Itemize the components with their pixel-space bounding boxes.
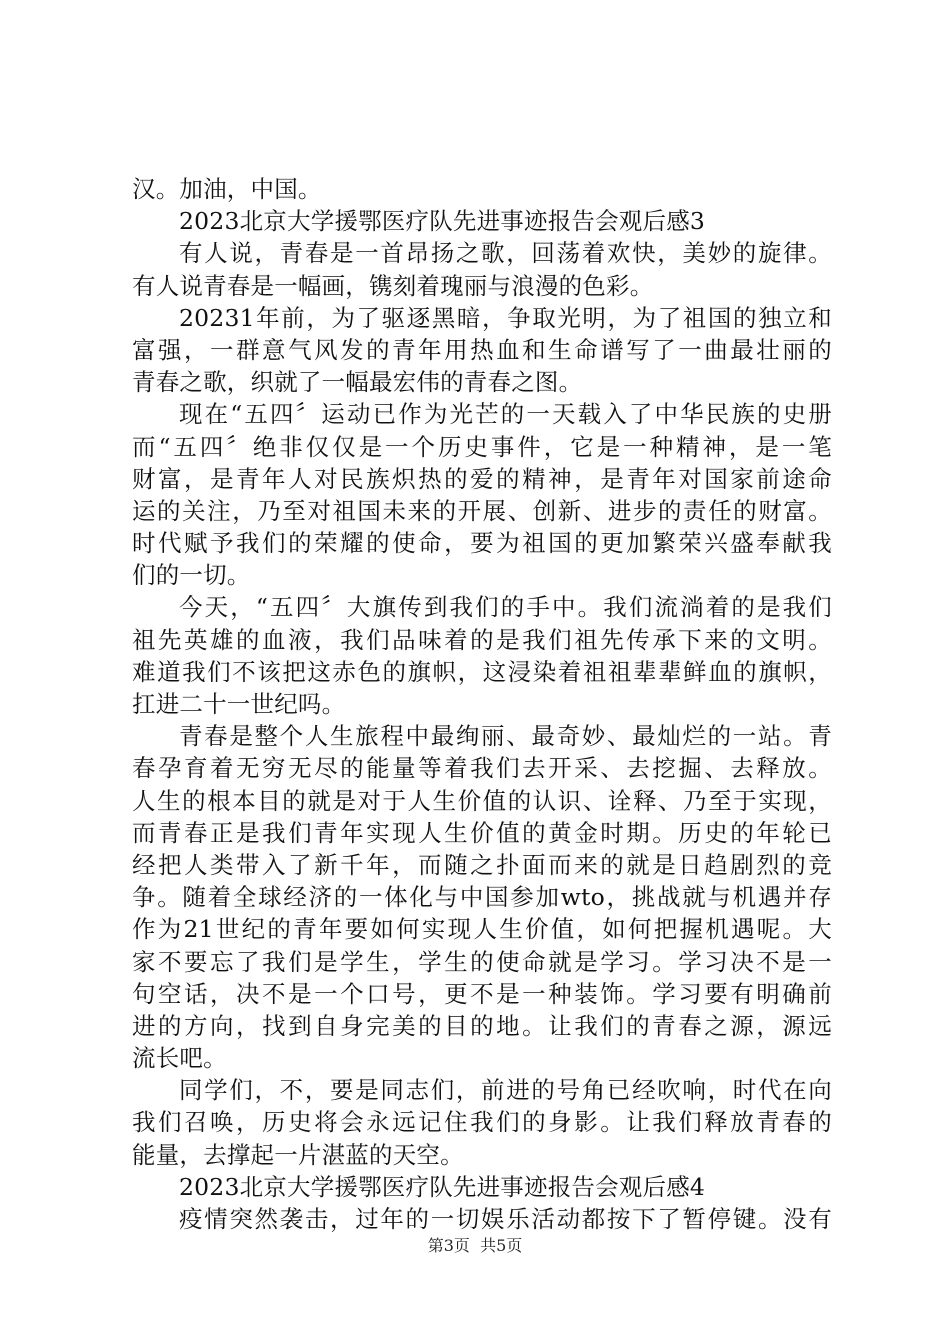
text-line: 人生的根本目的就是对于人生价值的认识、诠释、乃至于实现，: [132, 786, 832, 815]
text-line: 春孕育着无穷无尽的能量等着我们去开采、去挖掘、去释放。: [132, 754, 832, 783]
text-line: 难道我们不该把这赤色的旗帜，这浸染着祖祖辈辈鲜血的旗帜，: [132, 657, 832, 686]
text-line: 现在“五四〞运动已作为光芒的一天载入了中华民族的史册: [179, 400, 832, 429]
text-line: 今天，“五四〞大旗传到我们的手中。我们流淌着的是我们: [179, 593, 832, 622]
text-line: 流长吧。: [132, 1044, 227, 1073]
text-line: 争。随着全球经济的一体化与中国参加wto，挑战就与机遇并存: [132, 883, 832, 912]
text-line: 扛进二十一世纪吗。: [132, 690, 346, 718]
text-line: 句空话，决不是一个口号，更不是一种装饰。学习要有明确前: [132, 979, 832, 1008]
text-line: 经把人类带入了新千年，而随之扑面而来的就是日趋剧烈的竞: [132, 850, 832, 879]
text-line: 时代赋予我们的荣耀的使命，要为祖国的更加繁荣兴盛奉献我: [132, 529, 832, 558]
text-line: 有人说青春是一幅画，镌刻着瑰丽与浪漫的色彩。: [132, 271, 654, 300]
text-line: 青春之歌，织就了一幅最宏伟的青春之图。: [132, 368, 583, 397]
text-line: 青春是整个人生旅程中最绚丽、最奇妙、最灿烂的一站。青: [179, 722, 832, 751]
text-line: 家不要忘了我们是学生，学生的使命就是学习。学习决不是一: [132, 947, 832, 976]
text-line: 作为21世纪的青年要如何实现人生价值，如何把握机遇呢。大: [132, 915, 832, 944]
text-line: 运的关注，乃至对祖国未来的开展、创新、进步的责任的财富。: [132, 496, 832, 525]
text-line: 2023北京大学援鄂医疗队先进事迹报告会观后感3: [179, 207, 706, 236]
page-footer: [0, 1236, 950, 1256]
text-line: 而“五四〞绝非仅仅是一个历史事件，它是一种精神，是一笔: [132, 432, 832, 461]
text-line: 财富，是青年人对民族炽热的爱的精神，是青年对国家前途命: [132, 464, 832, 493]
text-line: 们的一切。: [132, 561, 251, 590]
text-line: 我们召唤，历史将会永远记住我们的身影。让我们释放青春的: [132, 1108, 832, 1137]
text-line: 2023北京大学援鄂医疗队先进事迹报告会观后感4: [179, 1172, 706, 1201]
text-line: 疫情突然袭击，过年的一切娱乐活动都按下了暂停键。没有: [179, 1205, 832, 1233]
text-line: 20231年前，为了驱逐黑暗，争取光明，为了祖国的独立和: [179, 303, 832, 332]
text-line: 有人说，青春是一首昂扬之歌，回荡着欢快，美妙的旋律。: [179, 239, 832, 268]
text-line: 同学们，不，要是同志们，前进的号角已经吹响，时代在向: [179, 1076, 832, 1105]
document-body: [132, 173, 832, 1235]
text-line: 富强，一群意气风发的青年用热血和生命谱写了一曲最壮丽的: [132, 335, 832, 364]
text-line: 汉。加油，中国。: [132, 175, 322, 203]
text-line: 祖先英雄的血液，我们品味着的是我们祖先传承下来的文明。: [132, 625, 832, 654]
text-line: 而青春正是我们青年实现人生价值的黄金时期。历史的年轮已: [132, 818, 832, 847]
page-number-label: 第3页 共5页: [427, 1236, 523, 1255]
text-line: 能量，去撑起一片湛蓝的天空。: [132, 1140, 464, 1169]
text-line: 进的方向，找到自身完美的目的地。让我们的青春之源，源远: [132, 1011, 832, 1040]
